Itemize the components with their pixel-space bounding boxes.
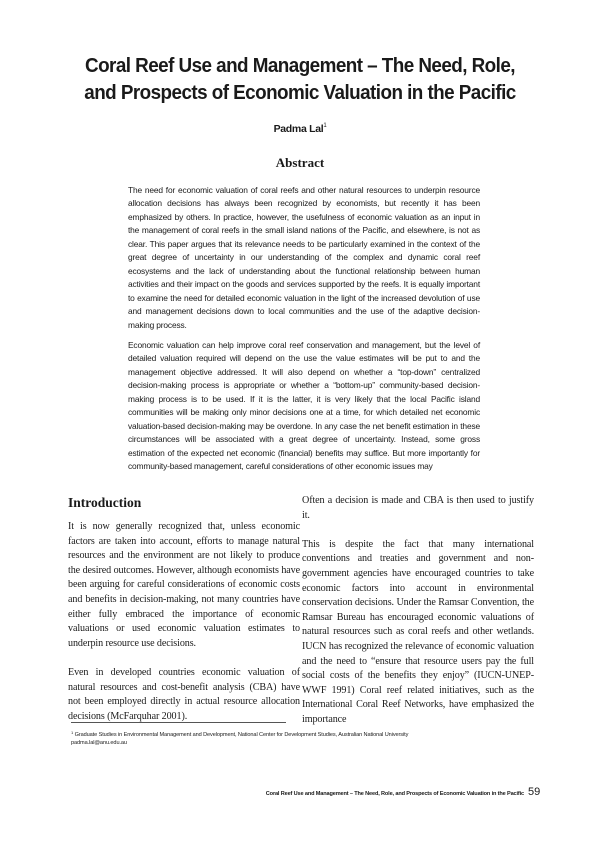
body-paragraph: This is despite the fact that many international conventions and treaties and government and non-government agencies have encouraged countries to take economic factors into account in environmental conservation decisions. Under the Ramsar Convention, the Ramsar Bureau has encouraged economic valuations of natural resources such as coral reefs and other wetlands. IUCN has recognized the relevance of economic valuation and the need to “ensure that resource users pay the full social costs of the benefits they enjoy” (IUCN-UNEP-WWF 1991) Coral reef related initiatives, such as the International Coral Reef Networks, have emphasized the importance bbox=[302, 538, 534, 725]
footnote-marker: 1 bbox=[71, 730, 74, 735]
abstract-heading: Abstract bbox=[275, 155, 325, 170]
footnote bbox=[71, 729, 511, 747]
body-paragraph: It is now generally recognized that, unless economic factors are taken into account, efforts to manage natural resources and the environment are not likely to produce the desired outcomes. However, although economists have been arguing for careful considerations of economic costs and benefits in decision-making, not many countries have either fully embraced the importance of economic valuations or used economic valuation estimates to underpin resource use decisions. bbox=[68, 521, 300, 649]
author-line bbox=[0, 123, 600, 135]
running-footer-title: Coral Reef Use and Management – The Need, Role, and Prospects of Economic Valuation in the Pacific bbox=[265, 791, 524, 797]
footnote-affiliation: Graduate Studies in Environmental Management and Development, National Center for Development Studies, Australian National University bbox=[74, 732, 409, 738]
body-column-right bbox=[302, 494, 534, 742]
body-paragraph: Even in developed countries economic valuation of natural resources and cost-benefit analysis (CBA) have not been employed directly in actual resource allocation decisions (McFarquhar 2001). bbox=[68, 666, 300, 722]
abstract-paragraph: Economic valuation can help improve coral reef conservation and management, but the level of detailed valuation required will depend on the use the value estimates will be put to and the management objective addressed. It will also depend on whether a “top-down” centralized decision-making process is appropriate or whether a “bottom-up” community-based decision-making process is to be used. If it is the latter, it is very likely that the local Pacific island communities will be making only minor decisions one at a time, for which detailed net economic valuation-based decision-making may be overdone. In any case the net benefit estimation in these circumstances will be associated with a great degree of uncertainty. Instead, some gross estimation of the expected net economic (financial) benefits may suffice. But more importantly for community-based management, careful considerations of other economic issues may bbox=[128, 340, 480, 472]
body-paragraph: Often a decision is made and CBA is then used to justify it. bbox=[302, 495, 534, 521]
page-number: 59 bbox=[528, 786, 541, 798]
body-column-left bbox=[68, 520, 300, 739]
paper-title: Coral Reef Use and Management – The Need, Role, and Prospects of Economic Valuation in the Pacific bbox=[84, 54, 516, 104]
footnote-divider bbox=[71, 722, 286, 723]
author-footnote-marker: 1 bbox=[323, 123, 327, 129]
author-name: Padma Lal bbox=[273, 123, 324, 135]
abstract-paragraph: The need for economic valuation of coral reefs and other natural resources to underpin resource allocation decisions has always been recognized by economists, but recently it has been emphasized by others. In practice, however, the usefulness of economic valuation as an input in the management of coral reefs in the small island nations of the Pacific, and elsewhere, is not as clear. This paper argues that its relevance needs to be particularly examined in the context of the great degree of uncertainty in our understanding of the complex and dynamic coral reef ecosystems and the lack of understanding about the functional relationship between human activities and their impact on the goods and services supported by the reefs. It is equally important to examine the need for detailed economic valuation in the light of the increased devolution of use and management decisions down to local communities and the use of the adaptive decision-making process. bbox=[128, 185, 480, 330]
section-heading-introduction: Introduction bbox=[68, 495, 142, 510]
footnote-email: padma.lal@anu.edu.au bbox=[71, 740, 127, 746]
